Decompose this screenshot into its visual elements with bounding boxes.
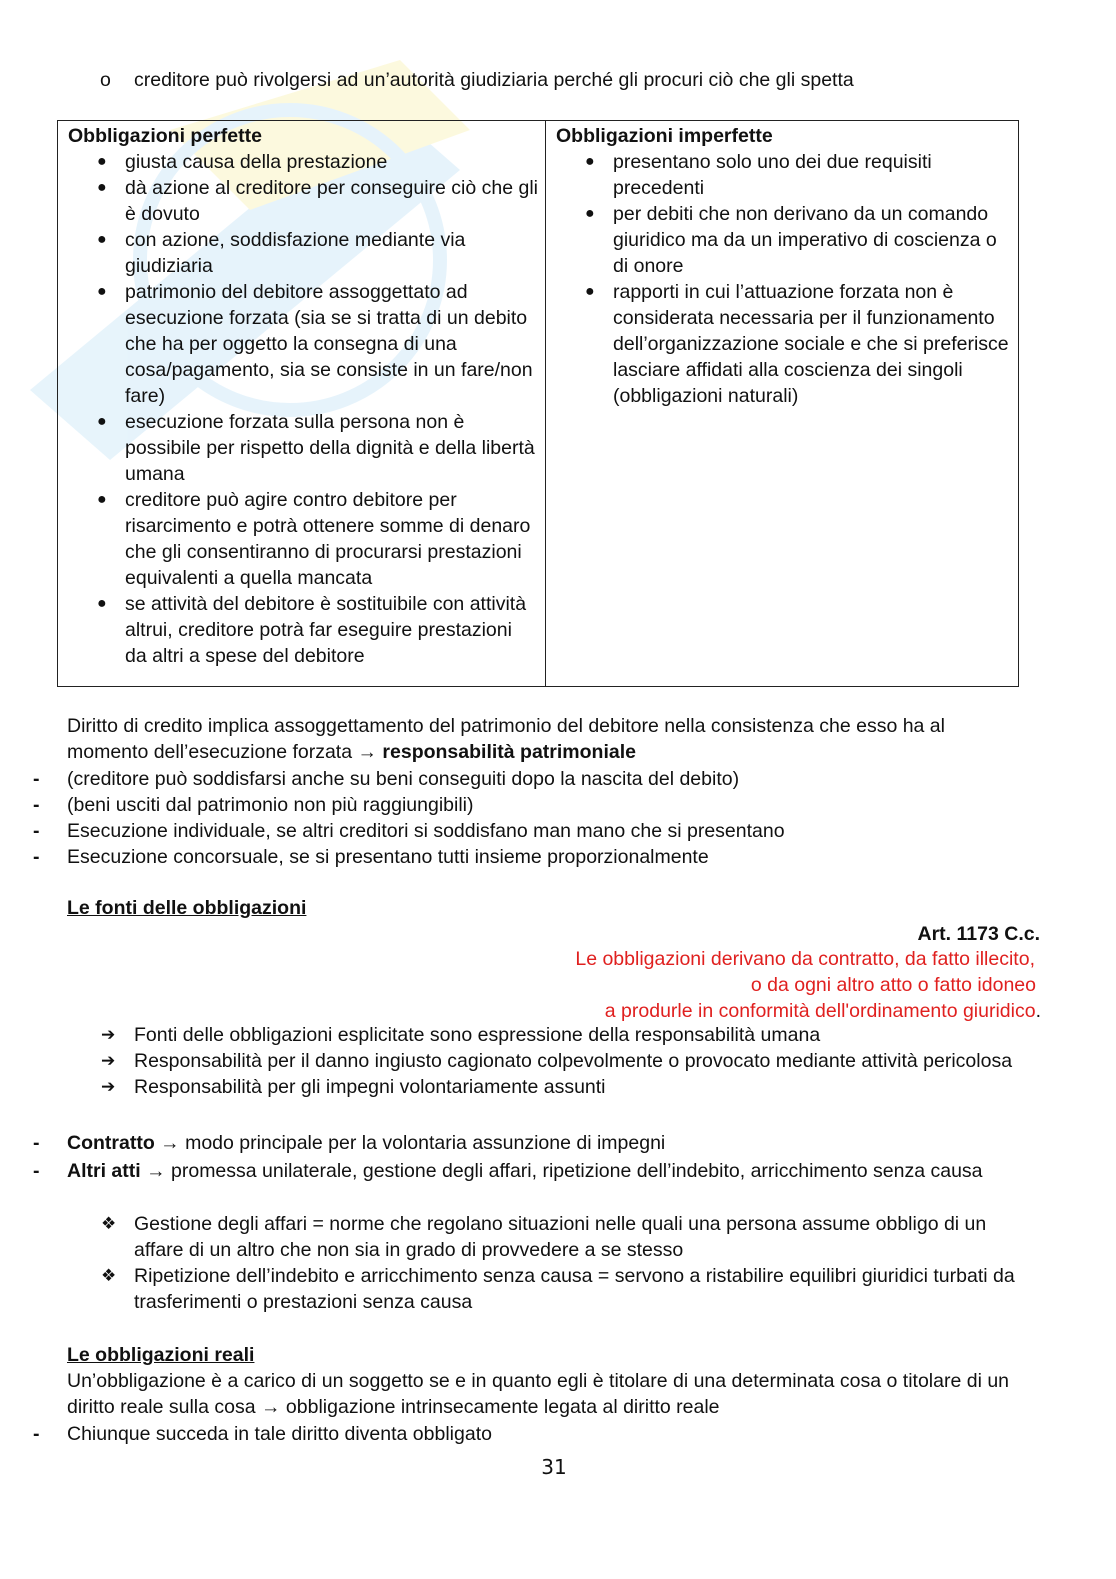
- sources-dash-list: [0, 1130, 1057, 1184]
- article-line-2: o da ogni altro atto o fatto idoneo: [750, 974, 1036, 996]
- list-item-text: rapporti in cui l’attuazione forzata non è considerata necessaria per il funzionamento dell’organizzazione sociale e che si preferisce lasciare affidati alla coscienza dei singoli (obbligazioni naturali): [613, 281, 1009, 407]
- dash-marker: -: [33, 1423, 40, 1445]
- article-line-3: [605, 998, 1041, 1024]
- article-end: .: [1035, 1000, 1041, 1022]
- arrow-icon: ➔: [101, 1051, 116, 1070]
- real-obligations-list: [0, 1421, 1040, 1447]
- list-item-text: Gestione degli affari = norme che regolano situazioni nelle quali una persona assume obbligo di un affare di un altro che non sia in grado di provvedere a se stesso: [134, 1213, 987, 1261]
- bullet-marker: ●: [97, 231, 107, 248]
- real-obligations-text: Un’obbligazione è a carico di un soggetto se e in quanto egli è titolare di una determinata cosa o titolare di un diritto reale sulla cosa → obbligazione intrinsecamente legata al diritto reale: [67, 1370, 1010, 1418]
- list-item: [0, 792, 990, 818]
- bullet-marker: ●: [585, 153, 595, 170]
- bullet-marker: o: [100, 69, 111, 91]
- list-item: [0, 844, 990, 870]
- list-item-text: patrimonio del debitore assoggettato ad esecuzione forzata (sia se si tratta di un debito che ha per oggetto la consegna di una cosa/pagamento, sia se consiste in un fare/non fare): [125, 281, 533, 407]
- perfect-obligations-column: [68, 123, 538, 669]
- bullet-marker: ●: [97, 283, 107, 300]
- list-item-text: dà azione al creditore per conseguire ciò che gli è dovuto: [125, 177, 538, 225]
- article-line-3-text: a produrle in conformità dell'ordinamento giuridico: [604, 1000, 1036, 1022]
- bullet-marker: ●: [97, 595, 107, 612]
- list-item: [546, 149, 1011, 201]
- list-item: [0, 1158, 1057, 1184]
- other-acts-text: → promessa unilaterale, gestione degli affari, ripetizione dell’indebito, arricchimento senza causa: [140, 1160, 983, 1182]
- contract-label: Contratto: [67, 1132, 155, 1154]
- obligations-table: [57, 120, 1019, 687]
- list-item: [58, 279, 538, 409]
- list-item: [0, 766, 990, 792]
- list-item: [58, 591, 538, 669]
- article-title: Art. 1173 C.c.: [917, 923, 1040, 945]
- bullet-text: creditore può rivolgersi ad un’autorità giudiziaria perché gli procuri ciò che gli spetta: [134, 69, 854, 91]
- bullet-marker: ●: [97, 153, 107, 170]
- dash-marker: -: [33, 794, 40, 816]
- bullet-marker: ●: [97, 491, 107, 508]
- dash-marker: -: [33, 768, 40, 790]
- list-item: [58, 149, 538, 175]
- list-item-text: se attività del debitore è sostituibile con attività altrui, creditore potrà far eseguire prestazioni da altri a spese del debitore: [125, 593, 527, 667]
- dash-marker: -: [33, 1160, 40, 1182]
- arrow-icon: ➔: [101, 1025, 116, 1044]
- credit-paragraph-bold: responsabilità patrimoniale: [382, 741, 636, 763]
- credit-paragraph: [67, 713, 1027, 765]
- list-item-text: esecuzione forzata sulla persona non è possibile per rispetto della dignità e della libertà umana: [125, 411, 535, 485]
- bullet-marker: ●: [585, 205, 595, 222]
- list-item: [0, 1048, 1040, 1074]
- real-obligations-heading: Le obbligazioni reali: [67, 1344, 255, 1366]
- bullet-marker: ●: [97, 179, 107, 196]
- dash-marker: -: [33, 1132, 40, 1154]
- credit-list: [0, 766, 990, 870]
- list-item: [0, 1421, 1040, 1447]
- list-item-text: Fonti delle obbligazioni esplicitate sono espressione della responsabilità umana: [134, 1024, 821, 1046]
- contract-text: → modo principale per la volontaria assunzione di impegni: [154, 1132, 666, 1154]
- other-acts-label: Altri atti: [67, 1160, 141, 1182]
- bullet-marker: ●: [97, 413, 107, 430]
- list-item: [0, 818, 990, 844]
- list-item-text: Esecuzione individuale, se altri creditori si soddisfano man mano che si presentano: [67, 820, 785, 842]
- list-item-text: (creditore può soddisfarsi anche su beni conseguiti dopo la nascita del debito): [67, 768, 740, 790]
- list-item-text: Responsabilità per gli impegni volontariamente assunti: [134, 1076, 606, 1098]
- list-item-text: Ripetizione dell’indebito e arricchimento senza causa = servono a ristabilire equilibri giuridici turbati da trasferimenti o prestazioni senza causa: [134, 1265, 1015, 1313]
- list-item: [58, 487, 538, 591]
- bullet-marker: ●: [585, 283, 595, 300]
- list-item-text: creditore può agire contro debitore per risarcimento e potrà ottenere somme di denaro che gli consentiranno di procurarsi prestazioni equivalenti a quella mancata: [125, 489, 531, 589]
- diamond-bullet-icon: ❖: [101, 1266, 117, 1285]
- perfect-obligations-header: Obbligazioni perfette: [68, 125, 262, 147]
- list-item: [0, 1211, 1040, 1263]
- list-item-text: presentano solo uno dei due requisiti precedenti: [613, 151, 932, 199]
- sources-arrow-list: [0, 1022, 1040, 1100]
- list-item-text: per debiti che non derivano da un comando giuridico ma da un imperativo di coscienza o di onore: [613, 203, 997, 277]
- list-item-text: Chiunque succeda in tale diritto diventa obbligato: [67, 1423, 492, 1445]
- diamond-bullet-icon: ❖: [101, 1214, 117, 1233]
- list-item-text: Responsabilità per il danno ingiusto cagionato colpevolmente o provocato mediante attività pericolosa: [134, 1050, 1013, 1072]
- credit-paragraph-text: Diritto di credito implica assoggettamento del patrimonio del debitore nella consistenza che esso ha al momento dell’esecuzione forzata →: [67, 715, 945, 763]
- sources-diamond-list: [0, 1211, 1040, 1315]
- list-item: [58, 227, 538, 279]
- list-item: [546, 201, 1011, 279]
- list-item: [546, 279, 1011, 409]
- imperfect-obligations-list: [556, 149, 1011, 409]
- list-item: [0, 1074, 1040, 1100]
- arrow-icon: ➔: [101, 1077, 116, 1096]
- list-item-text: (beni usciti dal patrimonio non più raggiungibili): [67, 794, 474, 816]
- dash-marker: -: [33, 820, 40, 842]
- list-item: [0, 1263, 1040, 1315]
- page-number: 31: [541, 1455, 567, 1479]
- list-item-text: giusta causa della prestazione: [125, 151, 388, 173]
- list-item: [0, 1022, 1040, 1048]
- sources-heading: Le fonti delle obbligazioni: [67, 897, 307, 919]
- imperfect-obligations-column: [556, 123, 1011, 409]
- dash-marker: -: [33, 846, 40, 868]
- list-item-text: con azione, soddisfazione mediante via giudiziaria: [125, 229, 466, 277]
- list-item-text: Esecuzione concorsuale, se si presentano tutti insieme proporzionalmente: [67, 846, 709, 868]
- imperfect-obligations-header: Obbligazioni imperfette: [556, 125, 773, 147]
- list-item: [0, 1130, 1057, 1156]
- article-line-1: Le obbligazioni derivano da contratto, da fatto illecito,: [575, 948, 1035, 970]
- perfect-obligations-list: [68, 149, 538, 669]
- list-item: [58, 175, 538, 227]
- list-item: [58, 409, 538, 487]
